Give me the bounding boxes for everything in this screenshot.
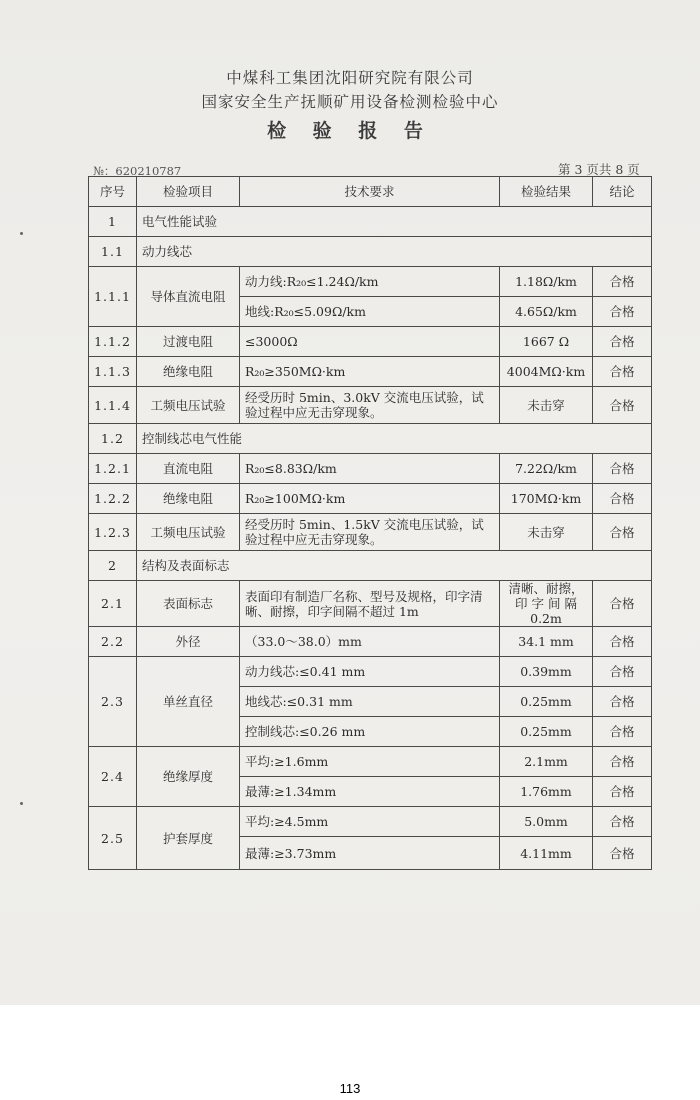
conclusion-cell: 合格 bbox=[593, 357, 652, 387]
table-row bbox=[89, 514, 652, 551]
inspection-table bbox=[88, 176, 652, 870]
requirement-cell: R₂₀≤8.83Ω/km bbox=[240, 454, 500, 484]
report-number-value: 620210787 bbox=[115, 164, 182, 178]
requirement-cell: （33.0～38.0）mm bbox=[240, 627, 500, 657]
result-cell: 0.25mm bbox=[500, 717, 593, 747]
page-info: 第 3 页共 8 页 bbox=[558, 162, 640, 177]
requirement-cell: R₂₀≥350MΩ·km bbox=[240, 357, 500, 387]
requirement-cell: 平均:≥4.5mm bbox=[240, 807, 500, 837]
table-row bbox=[89, 581, 652, 627]
requirement-cell: 地线:R₂₀≤5.09Ω/km bbox=[240, 297, 500, 327]
requirement-cell: 平均:≥1.6mm bbox=[240, 747, 500, 777]
requirement-cell: 最薄:≥3.73mm bbox=[240, 837, 500, 870]
conclusion-cell: 合格 bbox=[593, 387, 652, 424]
seq-cell: 1.2 bbox=[89, 424, 137, 454]
requirement-cell: 经受历时 5min、3.0kV 交流电压试验，试验过程中应无击穿现象。 bbox=[240, 387, 500, 424]
result-cell: 2.1mm bbox=[500, 747, 593, 777]
seq-cell: 1.2.2 bbox=[89, 484, 137, 514]
seq-cell: 1.2.1 bbox=[89, 454, 137, 484]
result-cell: 7.22Ω/km bbox=[500, 454, 593, 484]
requirement-cell: 最薄:≥1.34mm bbox=[240, 777, 500, 807]
table-row bbox=[89, 657, 652, 687]
seq-cell: 1.1.3 bbox=[89, 357, 137, 387]
seq-cell: 1.1.2 bbox=[89, 327, 137, 357]
section-title: 电气性能试验 bbox=[137, 207, 652, 237]
result-cell: 1.76mm bbox=[500, 777, 593, 807]
result-cell: 0.25mm bbox=[500, 687, 593, 717]
seq-cell: 2.4 bbox=[89, 747, 137, 807]
section-title: 控制线芯电气性能 bbox=[137, 424, 652, 454]
conclusion-cell: 合格 bbox=[593, 297, 652, 327]
org-name: 中煤科工集团沈阳研究院有限公司 bbox=[226, 69, 474, 87]
header-item: 检验项目 bbox=[137, 177, 240, 207]
item-cell: 护套厚度 bbox=[137, 807, 240, 870]
item-cell: 过渡电阻 bbox=[137, 327, 240, 357]
result-cell: 未击穿 bbox=[500, 514, 593, 551]
item-cell: 直流电阻 bbox=[137, 454, 240, 484]
table-row bbox=[89, 627, 652, 657]
section-row bbox=[89, 424, 652, 454]
conclusion-cell: 合格 bbox=[593, 327, 652, 357]
report-number-label: №： bbox=[93, 164, 116, 178]
requirement-cell: ≤3000Ω bbox=[240, 327, 500, 357]
table-row bbox=[89, 387, 652, 424]
conclusion-cell: 合格 bbox=[593, 454, 652, 484]
item-cell: 工频电压试验 bbox=[137, 387, 240, 424]
conclusion-cell: 合格 bbox=[593, 837, 652, 870]
requirement-cell: 动力线:R₂₀≤1.24Ω/km bbox=[240, 267, 500, 297]
result-cell: 4004MΩ·km bbox=[500, 357, 593, 387]
requirement-cell: 控制线芯:≤0.26 mm bbox=[240, 717, 500, 747]
section-title: 动力线芯 bbox=[137, 237, 652, 267]
table-row bbox=[89, 327, 652, 357]
requirement-cell: 动力线芯:≤0.41 mm bbox=[240, 657, 500, 687]
seq-cell: 1.1.4 bbox=[89, 387, 137, 424]
item-cell: 工频电压试验 bbox=[137, 514, 240, 551]
item-cell: 表面标志 bbox=[137, 581, 240, 627]
requirement-cell: 表面印有制造厂名称、型号及规格，印字清晰、耐擦，印字间隔不超过 1m bbox=[240, 581, 500, 627]
section-title: 结构及表面标志 bbox=[137, 551, 652, 581]
table-row bbox=[89, 454, 652, 484]
seq-cell: 2.1 bbox=[89, 581, 137, 627]
table-row bbox=[89, 267, 652, 297]
conclusion-cell: 合格 bbox=[593, 514, 652, 551]
conclusion-cell: 合格 bbox=[593, 484, 652, 514]
seq-cell: 1.1 bbox=[89, 237, 137, 267]
table-row bbox=[89, 484, 652, 514]
seq-cell: 2.2 bbox=[89, 627, 137, 657]
center-name: 国家安全生产抚顺矿用设备检测检验中心 bbox=[201, 93, 499, 111]
result-cell: 34.1 mm bbox=[500, 627, 593, 657]
conclusion-cell: 合格 bbox=[593, 267, 652, 297]
item-cell: 单丝直径 bbox=[137, 657, 240, 747]
table-row bbox=[89, 807, 652, 837]
header-req: 技术要求 bbox=[240, 177, 500, 207]
section-row bbox=[89, 237, 652, 267]
seq-cell: 1.2.3 bbox=[89, 514, 137, 551]
seq-cell: 2.3 bbox=[89, 657, 137, 747]
conclusion-cell: 合格 bbox=[593, 777, 652, 807]
conclusion-cell: 合格 bbox=[593, 687, 652, 717]
seq-cell: 1 bbox=[89, 207, 137, 237]
item-cell: 绝缘电阻 bbox=[137, 484, 240, 514]
conclusion-cell: 合格 bbox=[593, 581, 652, 627]
result-cell: 0.39mm bbox=[500, 657, 593, 687]
scan-speck bbox=[20, 802, 23, 805]
scan-speck bbox=[20, 232, 23, 235]
result-cell: 未击穿 bbox=[500, 387, 593, 424]
header-conclusion: 结论 bbox=[593, 177, 652, 207]
item-cell: 绝缘电阻 bbox=[137, 357, 240, 387]
conclusion-cell: 合格 bbox=[593, 657, 652, 687]
result-cell: 1.18Ω/km bbox=[500, 267, 593, 297]
section-row bbox=[89, 207, 652, 237]
table-header-row bbox=[89, 177, 652, 207]
result-cell: 5.0mm bbox=[500, 807, 593, 837]
table-row bbox=[89, 357, 652, 387]
page-number: 113 bbox=[339, 1081, 361, 1096]
header-seq: 序号 bbox=[89, 177, 137, 207]
conclusion-cell: 合格 bbox=[593, 627, 652, 657]
result-cell: 4.11mm bbox=[500, 837, 593, 870]
result-cell: 清晰、耐擦，印 字 间 隔 0.2m bbox=[500, 581, 593, 627]
report-title: 检 验 报 告 bbox=[267, 120, 433, 142]
item-cell: 绝缘厚度 bbox=[137, 747, 240, 807]
section-row bbox=[89, 551, 652, 581]
header-result: 检验结果 bbox=[500, 177, 593, 207]
requirement-cell: 经受历时 5min、1.5kV 交流电压试验，试验过程中应无击穿现象。 bbox=[240, 514, 500, 551]
item-cell: 外径 bbox=[137, 627, 240, 657]
seq-cell: 1.1.1 bbox=[89, 267, 137, 327]
result-cell: 170MΩ·km bbox=[500, 484, 593, 514]
conclusion-cell: 合格 bbox=[593, 747, 652, 777]
result-cell: 1667 Ω bbox=[500, 327, 593, 357]
conclusion-cell: 合格 bbox=[593, 717, 652, 747]
table-row bbox=[89, 747, 652, 777]
requirement-cell: 地线芯:≤0.31 mm bbox=[240, 687, 500, 717]
result-cell: 4.65Ω/km bbox=[500, 297, 593, 327]
requirement-cell: R₂₀≥100MΩ·km bbox=[240, 484, 500, 514]
seq-cell: 2.5 bbox=[89, 807, 137, 870]
seq-cell: 2 bbox=[89, 551, 137, 581]
item-cell: 导体直流电阻 bbox=[137, 267, 240, 327]
conclusion-cell: 合格 bbox=[593, 807, 652, 837]
